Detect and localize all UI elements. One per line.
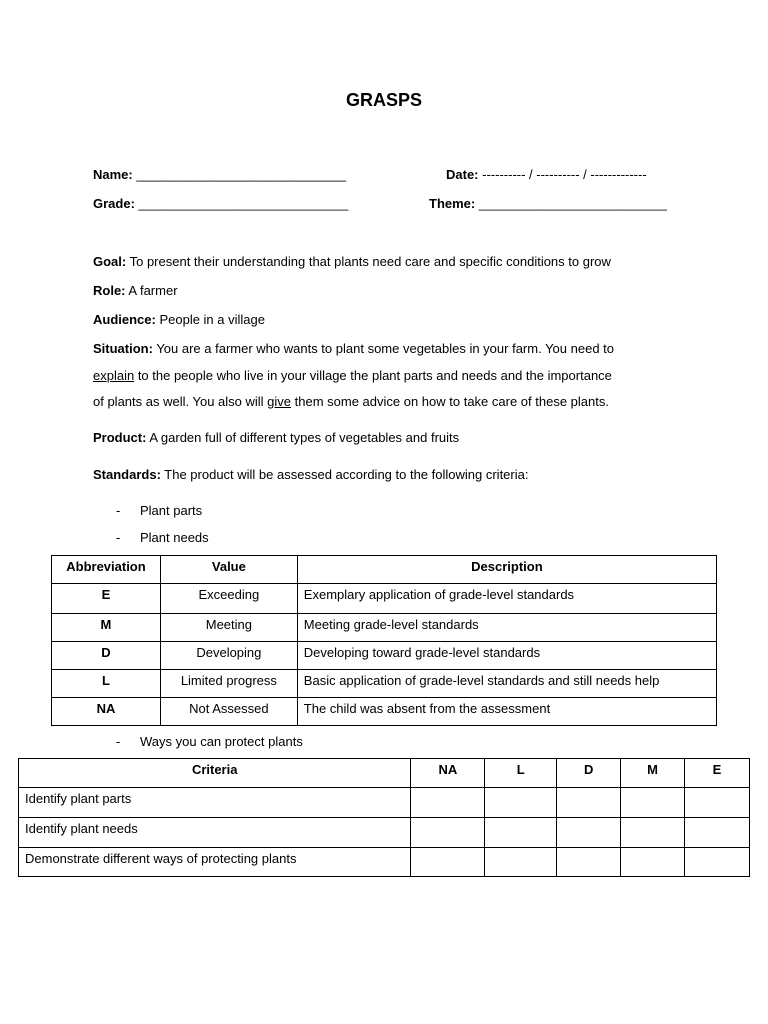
score-cell-l[interactable]	[485, 818, 557, 848]
criteria-label: Demonstrate different ways of protecting plants	[19, 848, 411, 877]
score-cell-l[interactable]	[485, 788, 557, 818]
criteria-header-na: NA	[411, 759, 485, 788]
situation-underlined-give: give	[267, 394, 292, 409]
product-label: Product:	[93, 430, 147, 445]
table-row	[52, 670, 717, 698]
rubric-abbreviation: E	[52, 584, 161, 614]
date-label: Date:	[446, 167, 479, 182]
grade-label: Grade:	[93, 196, 135, 211]
role-section	[93, 283, 178, 298]
situation-line-2	[93, 368, 612, 383]
role-text: A farmer	[125, 283, 178, 298]
rubric-value: Exceeding	[160, 584, 297, 614]
rubric-header-description: Description	[297, 556, 716, 584]
score-cell-d[interactable]	[557, 848, 621, 877]
goal-text: To present their understanding that plants need care and specific conditions to grow	[126, 254, 611, 269]
situation-underlined-explain: explain	[93, 368, 135, 383]
criteria-header-d: D	[557, 759, 621, 788]
bullet-dash: -	[116, 530, 121, 545]
table-row	[52, 642, 717, 670]
bullet-text: Ways you can protect plants	[140, 734, 303, 749]
rubric-value: Meeting	[160, 614, 297, 642]
situation-text-1: You are a farmer who wants to plant some vegetables in your farm. You need to	[152, 341, 614, 356]
rubric-header-abbreviation: Abbreviation	[52, 556, 161, 584]
standards-label: Standards:	[93, 467, 161, 482]
score-cell-m[interactable]	[621, 788, 685, 818]
rubric-value: Developing	[160, 642, 297, 670]
theme-label: Theme:	[429, 196, 476, 211]
criteria-header-e: E	[685, 759, 750, 788]
criteria-label: Identify plant needs	[19, 818, 411, 848]
theme-line: __________________________	[478, 196, 667, 211]
criteria-header-m: M	[621, 759, 685, 788]
goal-label: Goal:	[93, 254, 127, 269]
grade-field	[93, 196, 348, 211]
name-line: _____________________________	[136, 167, 347, 182]
audience-label: Audience:	[93, 312, 156, 327]
theme-field	[429, 196, 667, 211]
table-row	[19, 788, 750, 818]
audience-text: People in a village	[155, 312, 265, 327]
criteria-header-row	[19, 759, 750, 788]
score-cell-na[interactable]	[411, 848, 485, 877]
goal-section	[93, 254, 611, 269]
table-row	[19, 818, 750, 848]
bullet-text: Plant parts	[140, 503, 203, 518]
rubric-description: Meeting grade-level standards	[297, 614, 716, 642]
criteria-header-criteria: Criteria	[19, 759, 411, 788]
standards-text: The product will be assessed according to the following criteria:	[160, 467, 529, 482]
score-cell-e[interactable]	[685, 818, 750, 848]
situation-label: Situation:	[93, 341, 153, 356]
criteria-header-l: L	[485, 759, 557, 788]
rubric-description: Basic application of grade-level standards and still needs help	[297, 670, 716, 698]
score-cell-d[interactable]	[557, 788, 621, 818]
score-cell-na[interactable]	[411, 818, 485, 848]
bullet-dash: -	[116, 503, 121, 518]
score-cell-l[interactable]	[485, 848, 557, 877]
score-cell-e[interactable]	[685, 848, 750, 877]
bullet-text: Plant needs	[140, 530, 209, 545]
role-label: Role:	[93, 283, 126, 298]
rubric-value: Limited progress	[160, 670, 297, 698]
bullet-dash: -	[116, 734, 121, 749]
situation-text-2: to the people who live in your village the plant parts and needs and the importance	[134, 368, 612, 383]
situation-line-3	[93, 394, 609, 409]
rubric-abbreviation: L	[52, 670, 161, 698]
rubric-abbreviation: NA	[52, 698, 161, 726]
score-cell-d[interactable]	[557, 818, 621, 848]
situation-line-1	[93, 341, 614, 356]
rubric-abbreviation: M	[52, 614, 161, 642]
audience-section	[93, 312, 265, 327]
rubric-value: Not Assessed	[160, 698, 297, 726]
date-field	[446, 167, 647, 182]
table-row	[52, 614, 717, 642]
score-cell-m[interactable]	[621, 818, 685, 848]
criteria-table	[18, 758, 750, 877]
product-text: A garden full of different types of vegetables and fruits	[146, 430, 460, 445]
rubric-description: The child was absent from the assessment	[297, 698, 716, 726]
rubric-description: Exemplary application of grade-level standards	[297, 584, 716, 614]
grade-line: _____________________________	[138, 196, 349, 211]
table-row	[52, 584, 717, 614]
score-cell-m[interactable]	[621, 848, 685, 877]
standards-section	[93, 467, 528, 482]
rubric-header-value: Value	[160, 556, 297, 584]
situation-text-3a: of plants as well. You also will	[93, 394, 268, 409]
date-line: ---------- / ---------- / -------------	[482, 167, 647, 182]
criteria-label: Identify plant parts	[19, 788, 411, 818]
name-label: Name:	[93, 167, 133, 182]
score-cell-e[interactable]	[685, 788, 750, 818]
rubric-abbreviation: D	[52, 642, 161, 670]
rubric-header-row	[52, 556, 717, 584]
name-field	[93, 167, 346, 182]
table-row	[52, 698, 717, 726]
page-title: GRASPS	[345, 90, 423, 110]
situation-text-3b: them some advice on how to take care of these plants.	[291, 394, 609, 409]
score-cell-na[interactable]	[411, 788, 485, 818]
rubric-table	[51, 555, 717, 726]
table-row	[19, 848, 750, 877]
product-section	[93, 430, 459, 445]
rubric-description: Developing toward grade-level standards	[297, 642, 716, 670]
